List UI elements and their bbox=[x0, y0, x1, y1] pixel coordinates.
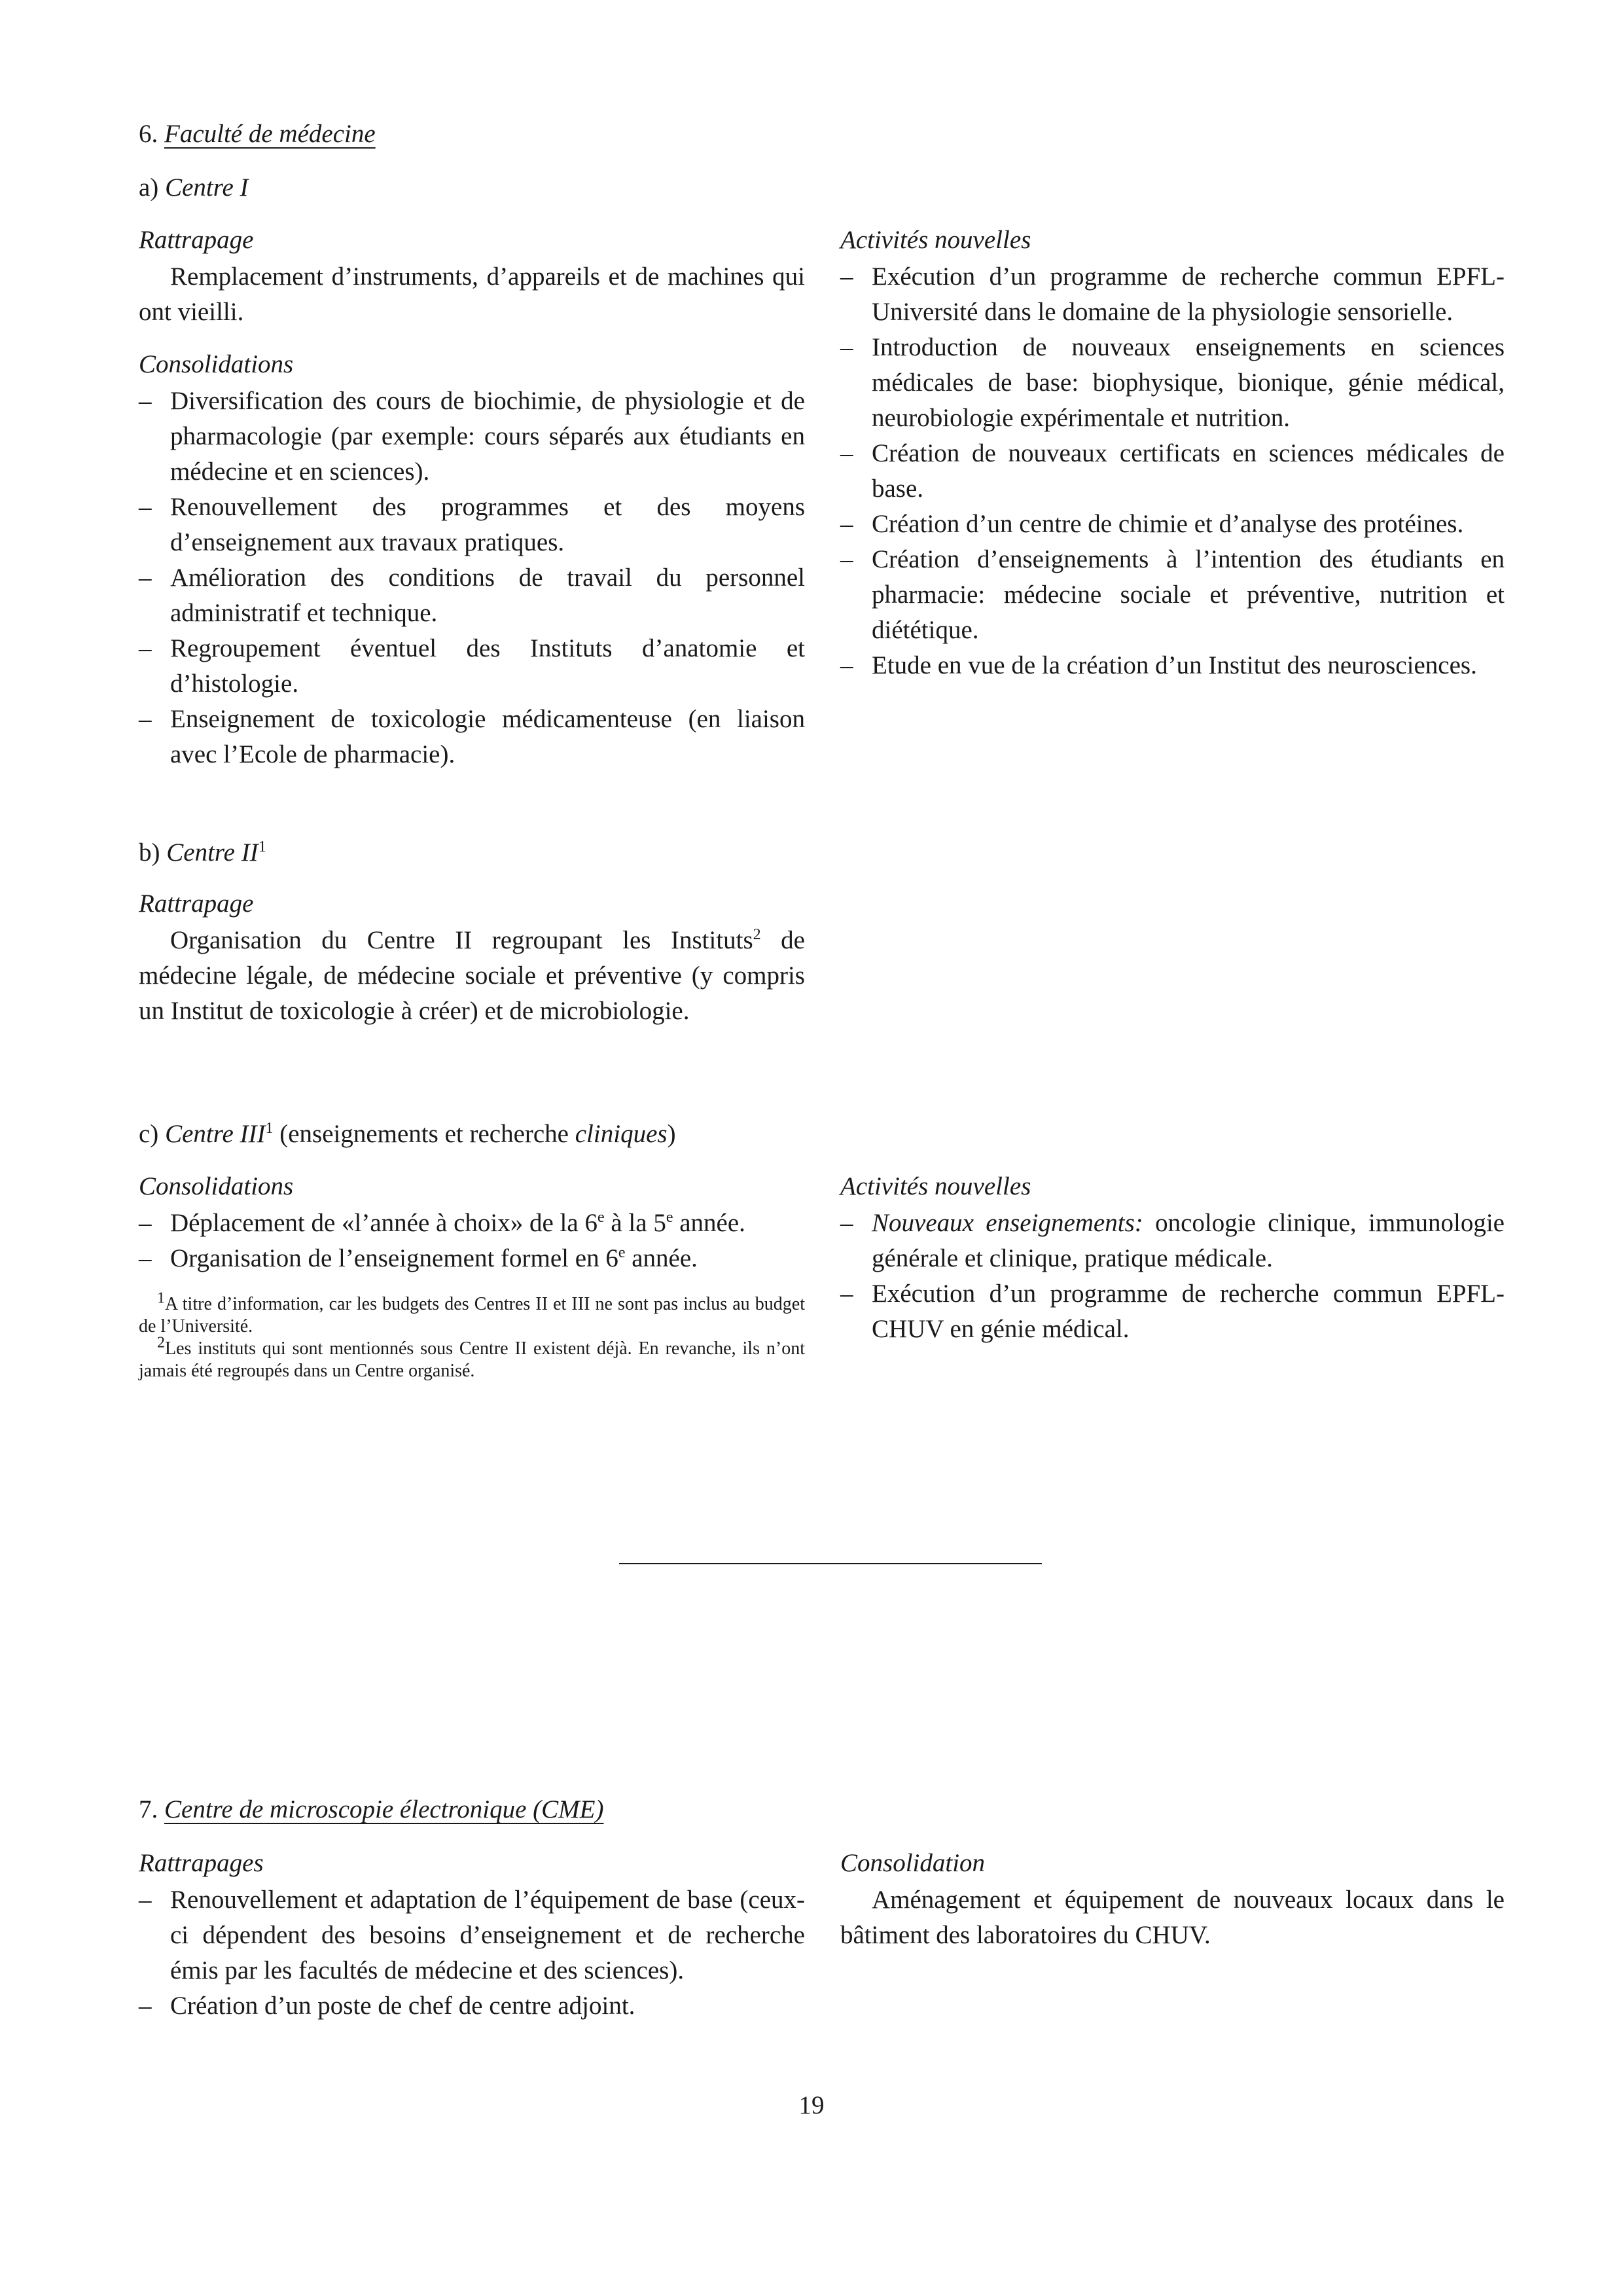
consolidations-list bbox=[139, 1206, 805, 1276]
activites-title: Activités nouvelles bbox=[840, 1172, 1031, 1200]
consolidation-text: Aménagement et équipement de nouveaux locaux dans le bâtiment des laboratoires du CHUV. bbox=[840, 1886, 1505, 1949]
list-item: – Création d’un poste de chef de centre adjoint. bbox=[139, 1988, 805, 2024]
subsection-a-heading bbox=[139, 170, 793, 206]
list-item: – Organisation de l’enseignement formel en 6e année. bbox=[139, 1241, 805, 1276]
section-divider bbox=[619, 1563, 1042, 1564]
subsection-a-label: a) bbox=[139, 173, 159, 202]
list-item: – Renouvellement des programmes et des moyens d’enseignement aux travaux pratiques. bbox=[139, 490, 805, 560]
consolidations-title: Consolidations bbox=[139, 350, 294, 378]
centre-3-left-column bbox=[139, 1169, 805, 1382]
centre-2-column bbox=[139, 886, 805, 1029]
section-6-heading bbox=[139, 117, 793, 152]
rattrapage-title: Rattrapage bbox=[139, 226, 254, 254]
cme-left-column bbox=[139, 1846, 805, 2024]
list-item: – Enseignement de toxicologie médicamenteuse (en liaison avec l’Ecole de pharmacie). bbox=[139, 702, 805, 772]
section-7-title: Centre de microscopie électronique (CME) bbox=[164, 1795, 604, 1823]
subsection-b-label: b) bbox=[139, 838, 160, 867]
list-item: – Exécution d’un programme de recherche commun EPFL-Université dans le domaine de la physiologie sensorielle. bbox=[840, 259, 1505, 330]
list-item: – Création d’un centre de chimie et d’analyse des protéines. bbox=[840, 507, 1505, 542]
list-item: – Regroupement éventuel des Instituts d’anatomie et d’histologie. bbox=[139, 631, 805, 702]
footnote-2: $^2$Les instituts qui sont mentionnés sous Centre II existent déjà. En revanche, ils n’ont jamais été regroupés dans un Centre organisé. bbox=[139, 1334, 805, 1381]
rattrapage-title: Rattrapage bbox=[139, 889, 254, 918]
list-item: – Exécution d’un programme de recherche commun EPFL-CHUV en génie médical. bbox=[840, 1276, 1505, 1347]
centre-1-left-column bbox=[139, 223, 805, 772]
footnote-ref: 1 bbox=[265, 1120, 274, 1137]
section-6-title: Faculté de médecine bbox=[164, 120, 376, 148]
footnote-ref: 1 bbox=[258, 838, 266, 855]
subsection-b-heading bbox=[139, 835, 793, 870]
activites-list bbox=[840, 1206, 1505, 1347]
list-item: – Amélioration des conditions de travail du personnel administratif et technique. bbox=[139, 560, 805, 631]
rattrapage-text: Remplacement d’instruments, d’appareils et de machines qui ont vieilli. bbox=[139, 262, 805, 326]
list-item: – Renouvellement et adaptation de l’équipement de base (ceux-ci dépendent des besoins d’enseignement et de recherche émis par les facultés de médecine et des sciences). bbox=[139, 1882, 805, 1988]
activites-list bbox=[840, 259, 1505, 683]
footnote-1: $^1$A titre d’information, car les budgets des Centres II et III ne sont pas inclus au budget de l’Université. bbox=[139, 1289, 805, 1336]
section-6-number: 6. bbox=[139, 120, 158, 148]
rattrapages-list bbox=[139, 1882, 805, 2024]
section-7-heading bbox=[139, 1792, 859, 1827]
list-item: – Introduction de nouveaux enseignements en sciences médicales de base: biophysique, bionique, génie médical, neurobiologie expérimentale et nutrition. bbox=[840, 330, 1505, 436]
activites-title: Activités nouvelles bbox=[840, 226, 1031, 254]
page-number: 19 bbox=[798, 2091, 825, 2119]
list-item: – Diversification des cours de biochimie, de physiologie et de pharmacologie (par exemple: cours séparés aux étudiants en médecine et en sciences). bbox=[139, 384, 805, 490]
consolidations-list bbox=[139, 384, 805, 772]
section-7-number: 7. bbox=[139, 1795, 158, 1823]
consolidations-title: Consolidations bbox=[139, 1172, 294, 1200]
subsection-c-name: Centre III bbox=[165, 1120, 266, 1148]
consolidation-title: Consolidation bbox=[840, 1849, 986, 1877]
subsection-c-label: c) bbox=[139, 1120, 159, 1148]
centre-1-right-column bbox=[840, 223, 1505, 683]
subsection-c-heading: c) Centre III$^1$ (enseignements et recherche cliniques) bbox=[139, 1120, 676, 1148]
rattrapages-title: Rattrapages bbox=[139, 1849, 264, 1877]
rattrapage-text: Organisation du Centre II regroupant les Instituts$^2$ de médecine légale, de médecine sociale et préventive (y compris un Institut de toxicologie à créer) et de microbiologie. bbox=[139, 926, 805, 1025]
list-item: – Déplacement de «l’année à choix» de la 6e à la 5e année. bbox=[139, 1206, 805, 1241]
cme-right-column bbox=[840, 1846, 1505, 1953]
list-item: – Etude en vue de la création d’un Institut des neurosciences. bbox=[840, 648, 1505, 683]
list-item: – Nouveaux enseignements: oncologie clinique, immunologie générale et clinique, pratique médicale. bbox=[840, 1206, 1505, 1276]
subsection-b-name: Centre II bbox=[166, 838, 259, 867]
centre-3-right-column bbox=[840, 1169, 1505, 1347]
footnotes bbox=[139, 1289, 805, 1382]
footnote-ref: 2 bbox=[753, 926, 761, 943]
list-item: – Création de nouveaux certificats en sciences médicales de base. bbox=[840, 436, 1505, 507]
list-item: – Création d’enseignements à l’intention des étudiants en pharmacie: médecine sociale et préventive, nutrition et diététique. bbox=[840, 542, 1505, 648]
subsection-a-name: Centre I bbox=[165, 173, 249, 202]
